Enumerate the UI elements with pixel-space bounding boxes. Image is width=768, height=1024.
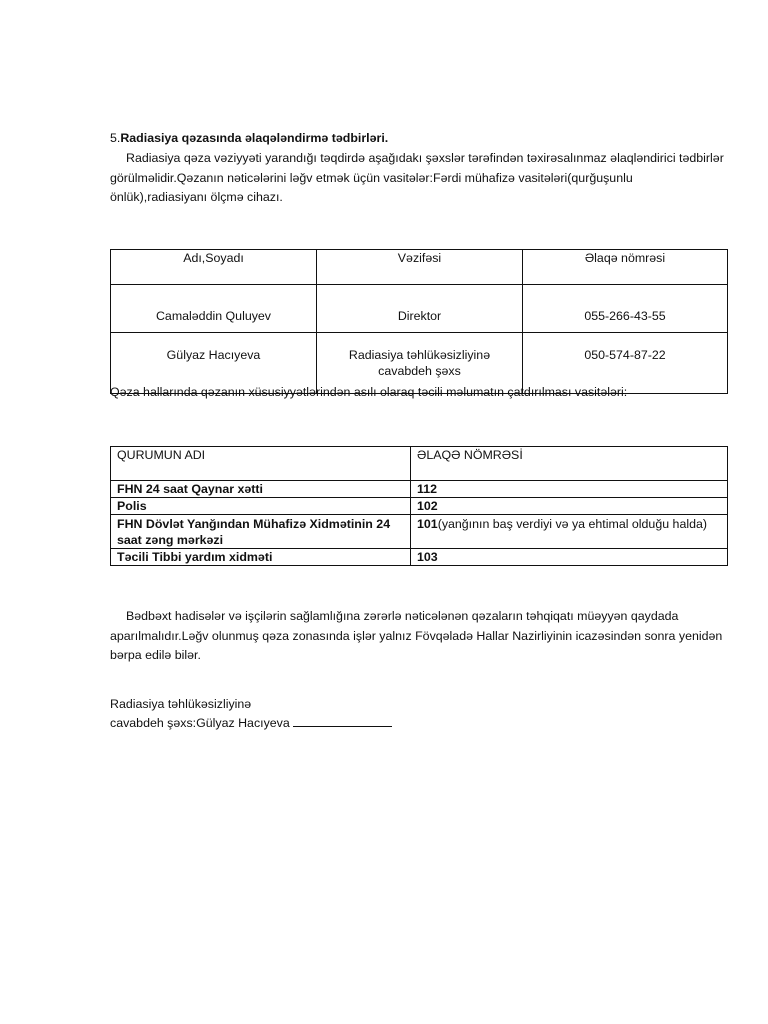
- section-number: 5.: [110, 131, 121, 145]
- org-name: Polis: [117, 499, 147, 513]
- header-position: Vəzifəsi: [317, 250, 523, 285]
- signature-line2: cavabdeh şəxs:Gülyaz Hacıyeva: [110, 716, 290, 730]
- table-row: [111, 515, 728, 549]
- contact-position: Direktor: [317, 285, 523, 333]
- table-row: [111, 549, 728, 566]
- closing-paragraph: [110, 607, 730, 666]
- table-row: [111, 481, 728, 498]
- header-name: Adı,Soyadı: [111, 250, 317, 285]
- org-number: 112: [417, 482, 437, 496]
- intro-text: Radiasiya qəza vəziyyəti yarandığı təqdirdə aşağıdakı şəxslər tərəfindən təxirəsalınmaz əlaqləndirici tədbirlər görülməlidir.Qəzanın nəticələrini ləğv etmək üçün vasitələr:Fərdi mühafizə vasitələri(qurğuşunlu önlük),radiasiyanı ölçmə cihazı.: [110, 151, 724, 204]
- intro-paragraph: [110, 149, 730, 208]
- signature-line1: Radiasiya təhlükəsizliyinə: [110, 697, 252, 711]
- org-name: Təcili Tibbi yardım xidməti: [117, 550, 273, 564]
- org-number: 102: [417, 499, 438, 513]
- contacts-table: [110, 249, 728, 394]
- contact-phone: 055-266-43-55: [523, 285, 728, 333]
- table-row: [111, 498, 728, 515]
- closing-text: Bədbəxt hadisələr və işçilərin sağlamlığına zərərlə nəticələnən qəzaların təhqiqatı müəyyən qaydada aparılmalıdır.Ləğv olunmuş qəza zonasında işlər yalnız Fövqəladə Hallar Nazirliyinin icazəsindən sonra yenidən bərpa edilə bilər.: [110, 609, 723, 662]
- contact-name: Camaləddin Quluyev: [111, 285, 317, 333]
- signature-block: [110, 695, 392, 733]
- section-heading: [110, 131, 388, 145]
- emergency-table: [110, 446, 728, 566]
- contact-name: Gülyaz Hacıyeva: [111, 333, 317, 394]
- contacts-header-row: [111, 250, 728, 285]
- emergency-header-row: [111, 447, 728, 481]
- org-note: (yanğının baş verdiyi və ya ehtimal olduğu halda): [437, 517, 707, 531]
- org-number: 101: [417, 517, 438, 531]
- header-phone: Əlaqə nömrəsi: [523, 250, 728, 285]
- emergency-intro: Qəza hallarında qəzanın xüsusiyyətlərindən asılı olaraq təcili məlumatın çatdırılması vasitələri:: [110, 385, 628, 399]
- org-number: 103: [417, 550, 438, 564]
- header-org: QURUMUN ADI: [111, 447, 411, 481]
- contact-phone: 050-574-87-22: [523, 333, 728, 394]
- table-row: [111, 285, 728, 333]
- section-title: Radiasiya qəzasında əlaqələndirmə tədbirləri.: [120, 131, 389, 145]
- header-number: ƏLAQƏ NÖMRƏSİ: [411, 447, 728, 481]
- org-name: FHN 24 saat Qaynar xətti: [117, 482, 263, 496]
- org-name: FHN Dövlət Yanğından Mühafizə Xidmətinin 24 saat zəng mərkəzi: [117, 517, 391, 547]
- contact-position: Radiasiya təhlükəsizliyinə cavabdeh şəxs: [317, 333, 523, 394]
- signature-underline: [293, 715, 392, 727]
